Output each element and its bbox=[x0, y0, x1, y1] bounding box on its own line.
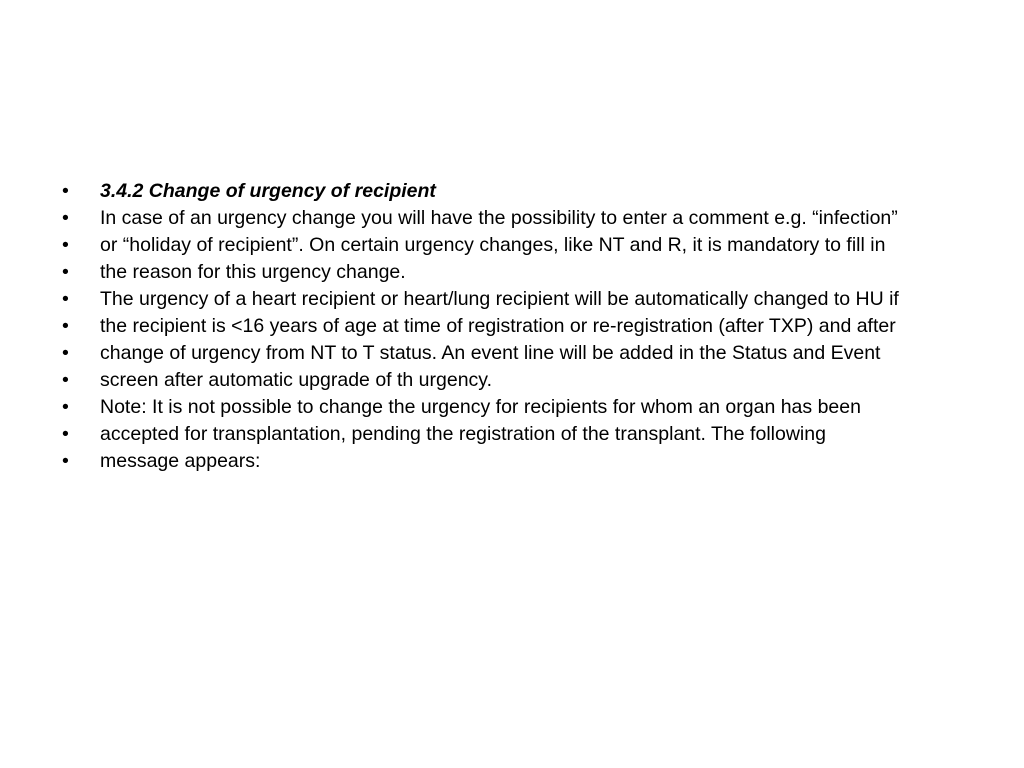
bullet-item bbox=[62, 396, 962, 418]
bullet-icon: • bbox=[62, 342, 69, 364]
bullet-item bbox=[62, 261, 962, 283]
bullet-text: or “holiday of recipient”. On certain urgency changes, like NT and R, it is mandatory to fill in bbox=[100, 234, 886, 256]
bullet-text: Note: It is not possible to change the urgency for recipients for whom an organ has been bbox=[100, 396, 861, 418]
bullet-item bbox=[62, 315, 962, 337]
bullet-item bbox=[62, 450, 962, 472]
bullet-icon: • bbox=[62, 288, 69, 310]
bullet-text: message appears: bbox=[100, 450, 261, 472]
bullet-icon: • bbox=[62, 369, 69, 391]
bullet-item bbox=[62, 288, 962, 310]
bullet-item bbox=[62, 234, 962, 256]
bullet-text: The urgency of a heart recipient or heart/lung recipient will be automatically changed to HU if bbox=[100, 288, 899, 310]
bullet-icon: • bbox=[62, 207, 69, 229]
bullet-text: accepted for transplantation, pending the registration of the transplant. The following bbox=[100, 423, 826, 445]
bullet-text: change of urgency from NT to T status. An event line will be added in the Status and Event bbox=[100, 342, 881, 364]
bullet-text: the recipient is <16 years of age at time of registration or re-registration (after TXP) and after bbox=[100, 315, 896, 337]
bullet-item-heading bbox=[62, 180, 962, 202]
bullet-icon: • bbox=[62, 234, 69, 256]
bullet-icon: • bbox=[62, 261, 69, 283]
bullet-text: screen after automatic upgrade of th urgency. bbox=[100, 369, 493, 391]
bullet-item bbox=[62, 423, 962, 445]
bullet-text: In case of an urgency change you will have the possibility to enter a comment e.g. “infection” bbox=[100, 207, 898, 229]
bullet-icon: • bbox=[62, 180, 69, 202]
bullet-icon: • bbox=[62, 396, 69, 418]
bullet-item bbox=[62, 342, 962, 364]
bullet-item bbox=[62, 207, 962, 229]
bullet-list bbox=[62, 180, 962, 477]
section-heading: 3.4.2 Change of urgency of recipient bbox=[100, 180, 436, 202]
bullet-icon: • bbox=[62, 423, 69, 445]
bullet-icon: • bbox=[62, 315, 69, 337]
bullet-text: the reason for this urgency change. bbox=[100, 261, 406, 283]
bullet-item bbox=[62, 369, 962, 391]
bullet-icon: • bbox=[62, 450, 69, 472]
